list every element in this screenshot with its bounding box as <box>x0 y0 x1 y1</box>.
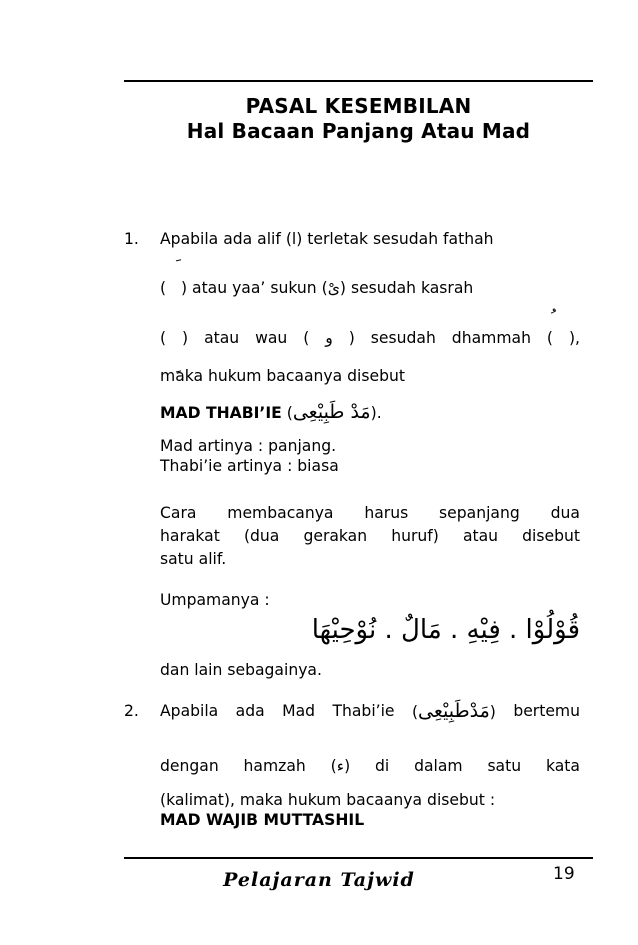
chapter-title: Hal Bacaan Panjang Atau Mad <box>186 119 531 143</box>
item-2-line-4: MAD WAJIB MUTTASHIL <box>160 811 365 829</box>
chapter-heading: PASAL KESEMBILAN <box>245 94 472 118</box>
item-1-line-9: harakat (dua gerakan huruf) atau disebut <box>160 527 580 545</box>
arabic-examples: قُوْلُوْا . فِيْهِ . مَالٌ . نُوْحِيْهَا <box>311 615 580 645</box>
item-1-line-6: Mad artinya : panjang. <box>160 437 337 455</box>
item-1-line-7: Thabi’ie artinya : biasa <box>160 457 339 475</box>
top-rule <box>124 80 593 82</box>
item-1-line-1: Apabila ada alif (ا) terletak sesudah fathah <box>160 230 494 248</box>
item-1-line-11: Umpamanya : <box>160 591 270 609</box>
item-2-number: 2. <box>124 702 139 720</box>
item-1-line-5: MAD THABI’IE (مَدْ طَبِيْعِى). <box>160 401 382 423</box>
item-1-line-12: dan lain sebagainya. <box>160 661 322 679</box>
item-1-line-4: maka hukum bacaanya disebut <box>160 367 405 385</box>
item-1-line-8: Cara membacanya harus sepanjang dua <box>160 504 580 522</box>
item-1-line-3: ( ) atau wau ( و ) sesudah dhammah ( ), <box>160 329 580 347</box>
bottom-rule <box>124 857 593 859</box>
item-2-line-2: dengan hamzah (ء) di dalam satu kata <box>160 757 580 775</box>
item-2-line-1: Apabila ada Mad Thabi’ie (مَدْطَبِيْعِى) bertemu <box>160 700 580 722</box>
page-number: 19 <box>553 864 575 884</box>
item-1-number: 1. <box>124 230 139 248</box>
footer-book-title: Pelajaran Tajwid <box>223 869 415 891</box>
item-1-line-10: satu alif. <box>160 550 227 568</box>
item-1-line-2: ( ) atau yaa’ sukun (ىْ) sesudah kasrah <box>160 279 474 297</box>
item-2-line-3: (kalimat), maka hukum bacaanya disebut : <box>160 791 496 809</box>
